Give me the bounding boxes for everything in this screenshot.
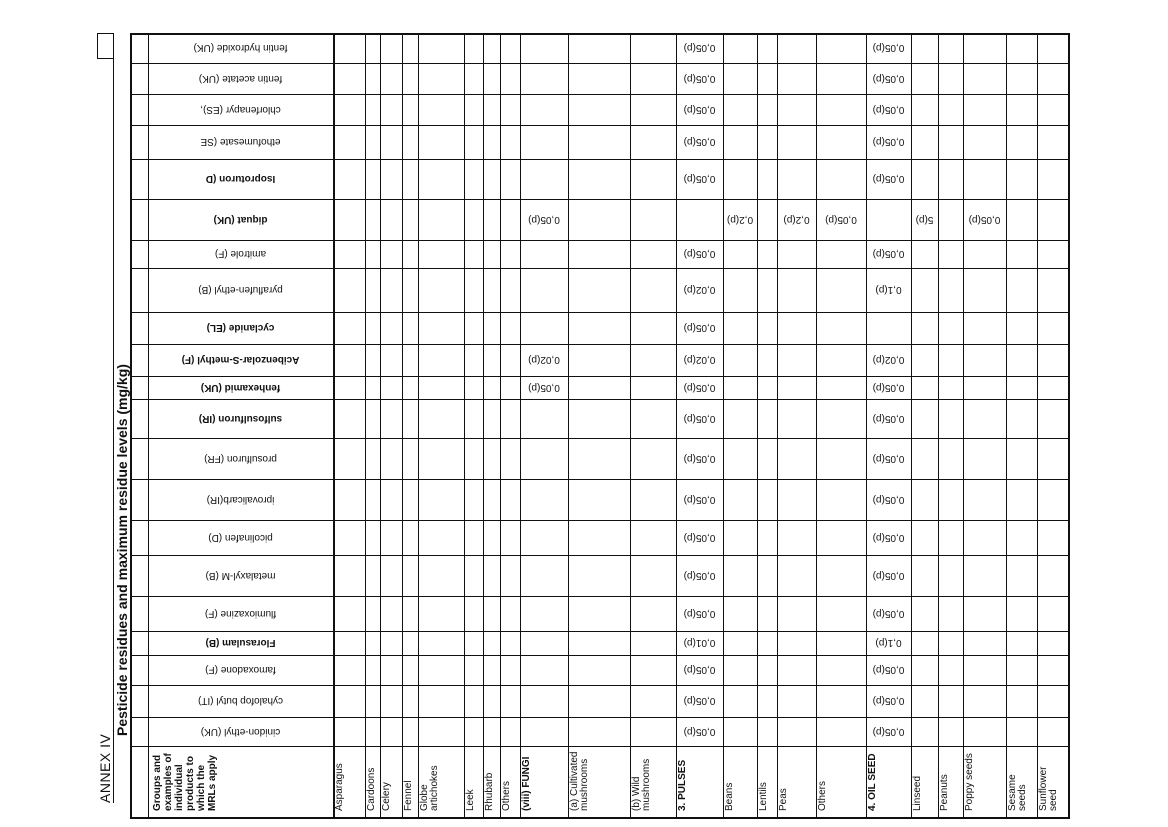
- diquat-others-value: 0,05(p): [825, 214, 857, 225]
- pesticide-name: cyclanide (EL): [206, 322, 275, 334]
- pulses-value: 0,05(p): [683, 532, 716, 543]
- residue-table: [130, 33, 1070, 817]
- pulses-value: 0,05(p): [683, 104, 716, 115]
- pesticide-name: metalaxyl-M (B): [205, 570, 276, 581]
- product-label: Beans: [724, 782, 735, 811]
- column-rule: [1006, 33, 1007, 817]
- product-label: Asparagus: [334, 763, 345, 811]
- product-label: Sunflower seed: [1038, 766, 1059, 811]
- pesticide-name: fentin acetate (UK): [198, 73, 283, 84]
- column-rule: [757, 33, 758, 817]
- product-label: (a) Cultivated mushrooms: [569, 751, 590, 811]
- pulses-value: 0,05(p): [683, 173, 716, 185]
- pulses-value: 0,05(p): [683, 73, 716, 84]
- pulses-value: 0,01(p): [683, 637, 716, 649]
- column-rule: [1037, 33, 1038, 817]
- column-rule: [333, 33, 335, 817]
- column-rule: [380, 33, 381, 817]
- column-rule: [402, 33, 403, 817]
- pesticide-name: prosulfuron (FR): [204, 453, 277, 464]
- frame-line: [113, 33, 114, 803]
- fungi-value: 0,05(p): [528, 382, 560, 393]
- column-rule: [365, 33, 366, 817]
- product-label: Sesame seeds: [1007, 774, 1028, 811]
- pesticide-name: Isoproturon (D: [205, 173, 276, 185]
- product-label: 3. PULSES: [677, 759, 688, 811]
- product-label: Peanuts: [939, 774, 950, 811]
- oil-seed-value: 0,05(p): [872, 382, 905, 393]
- column-rule: [130, 33, 132, 817]
- pulses-value: 0,05(p): [683, 453, 716, 464]
- pulses-value: 0,05(p): [683, 382, 716, 393]
- oil-seed-value: 0,02(p): [872, 354, 905, 366]
- product-label: Others: [501, 780, 512, 811]
- column-rule: [911, 33, 912, 817]
- oil-seed-value: 0,05(p): [872, 532, 905, 543]
- column-rule: [1068, 33, 1070, 817]
- pulses-value: 0,02(p): [683, 354, 716, 366]
- oil-seed-value: 0,05(p): [872, 726, 905, 737]
- product-label: Lentils: [758, 782, 769, 811]
- pesticide-name: amitrole (F): [214, 248, 267, 260]
- diquat-linseed-value: 5(p): [915, 214, 934, 225]
- product-label: Cardoons: [366, 767, 377, 811]
- oil-seed-value: 0,1(p): [875, 284, 902, 296]
- pulses-value: 0,05(p): [683, 726, 716, 737]
- pesticide-name: diquat (UK): [213, 214, 268, 225]
- product-label: Leek: [465, 789, 476, 811]
- pesticide-name: picolinafen (D): [208, 532, 273, 543]
- row-rule: [130, 746, 1070, 747]
- oil-seed-value: 0,05(p): [872, 42, 905, 54]
- oil-seed-value: 0,05(p): [872, 104, 905, 115]
- oil-seed-value: 0,05(p): [872, 136, 905, 148]
- fungi-value: 0,02(p): [528, 354, 560, 366]
- pulses-value: 0,05(p): [683, 608, 716, 619]
- pulses-value: 0,05(p): [683, 136, 716, 148]
- product-label: Celery: [381, 782, 392, 811]
- oil-seed-value: 0,05(p): [872, 664, 905, 676]
- table-caption: Pesticide residues and maximum residue levels (mg/kg): [114, 364, 130, 736]
- pesticide-name: iprovalicarb(IR): [206, 494, 275, 505]
- column-rule: [963, 33, 964, 817]
- pulses-value: 0,05(p): [683, 413, 716, 424]
- column-rule: [520, 33, 521, 817]
- column-rule: [723, 33, 724, 817]
- pesticide-name: cyhalofop butyl (IT): [197, 695, 284, 707]
- column-rule: [816, 33, 817, 817]
- pesticide-name: fenhexamid (UK): [200, 382, 281, 393]
- diquat-poppy-value: 0,05(p): [968, 214, 1001, 225]
- column-rule: [500, 33, 501, 817]
- pesticide-name: sulfosulfuron (IR): [198, 413, 283, 424]
- oil-seed-value: 0,05(p): [872, 173, 905, 185]
- row-rule: [130, 817, 1070, 819]
- product-label: Globe artichokes: [419, 765, 440, 811]
- product-label: Linseed: [912, 775, 923, 811]
- diquat-fungi-value: 0,05(p): [528, 214, 560, 225]
- oil-seed-value: 0,05(p): [872, 248, 905, 260]
- product-label: Peas: [778, 788, 789, 811]
- pesticide-name: cinidon-ethyl (UK): [200, 726, 281, 737]
- pulses-value: 0,05(p): [683, 42, 716, 54]
- pesticide-name: Acibenzolar-S-methyl (F): [181, 354, 300, 366]
- groups-header: Groups and examples of individual products to which the MRLs apply: [152, 753, 218, 811]
- product-label: Poppy seeds: [964, 753, 975, 811]
- oil-seed-value: 0,05(p): [872, 453, 905, 464]
- diquat-beans-value: 0,2(p): [726, 214, 754, 225]
- pesticide-name: flumioxazine (F): [204, 608, 277, 619]
- pulses-value: 0,05(p): [683, 248, 716, 260]
- oil-seed-value: 0,05(p): [872, 73, 905, 84]
- column-rule: [418, 33, 419, 817]
- product-label: 4. OIL SEED: [867, 753, 878, 811]
- oil-seed-value: 0,05(p): [872, 413, 905, 424]
- oil-seed-value: 0,05(p): [872, 695, 905, 707]
- column-rule: [630, 33, 631, 817]
- product-label: Rhubarb: [484, 772, 495, 811]
- product-label: (viii) FUNGI: [521, 756, 532, 811]
- oil-seed-value: 0,1(p): [875, 637, 902, 649]
- pesticide-name: famoxadone (F): [205, 664, 276, 676]
- annex-label: ANNEX IV: [97, 733, 113, 803]
- column-rule: [464, 33, 465, 817]
- pulses-value: 0,02(p): [683, 284, 716, 296]
- oil-seed-value: 0,05(p): [872, 608, 905, 619]
- pesticide-name: ethofumesate (SE: [200, 136, 281, 148]
- pesticide-name: Florasulam (B): [205, 637, 276, 649]
- pulses-value: 0,05(p): [683, 322, 716, 334]
- product-label: Fennel: [403, 780, 414, 811]
- diquat-peas-value: 0,2(p): [783, 214, 810, 225]
- oil-seed-value: 0,05(p): [872, 494, 905, 505]
- column-rule: [777, 33, 778, 817]
- pesticide-name: fentin hydroxide (UK): [193, 42, 288, 54]
- column-rule: [483, 33, 484, 817]
- column-rule: [938, 33, 939, 817]
- pulses-value: 0,05(p): [683, 570, 716, 581]
- pesticide-name: chlorfenapyr (ES),: [200, 104, 281, 115]
- product-label: (b) Wild mushrooms: [631, 758, 652, 811]
- frame-line: [97, 33, 98, 59]
- pesticide-name: pyraflufen-ethyl (B): [198, 284, 283, 296]
- frame-line: [97, 58, 114, 59]
- product-label: Others: [817, 780, 828, 811]
- oil-seed-value: 0,05(p): [872, 570, 905, 581]
- frame-line: [97, 33, 114, 34]
- pulses-value: 0,05(p): [683, 664, 716, 676]
- column-rule: [568, 33, 569, 817]
- pulses-value: 0,05(p): [683, 494, 716, 505]
- pulses-value: 0,05(p): [683, 695, 716, 707]
